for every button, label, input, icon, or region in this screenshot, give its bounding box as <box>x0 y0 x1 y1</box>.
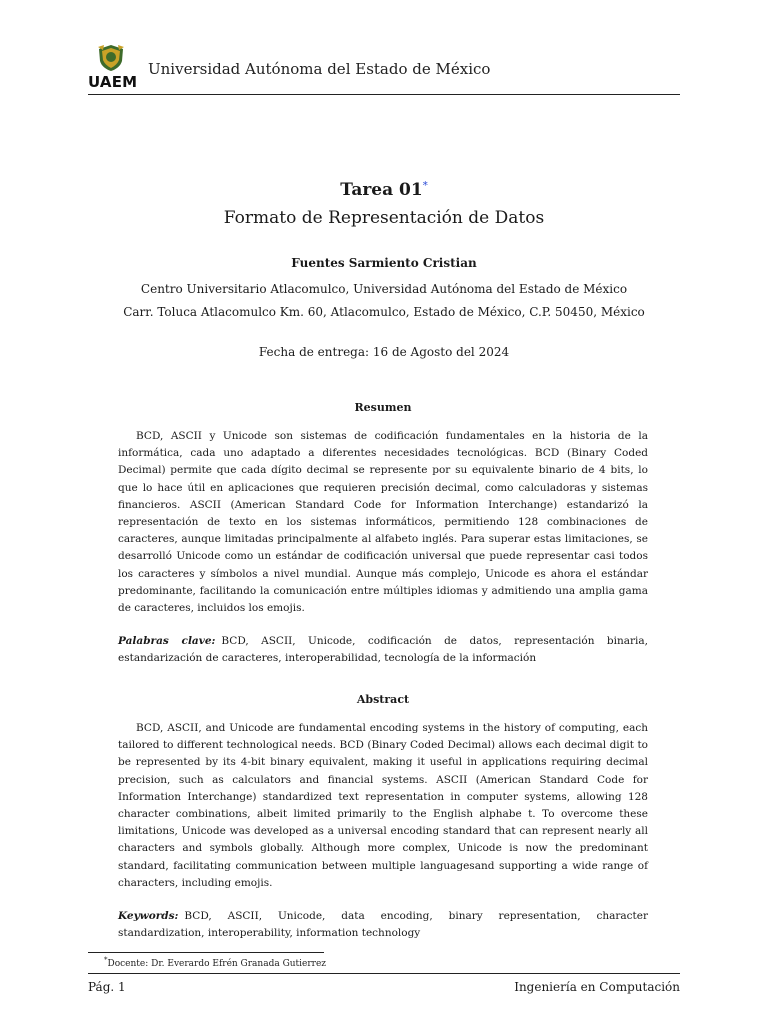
footnote-divider <box>88 952 324 953</box>
uaem-logo <box>88 44 138 91</box>
title-text: Tarea 01 <box>340 180 423 200</box>
logo-text: UAEM <box>88 73 138 91</box>
abstract-section <box>118 693 648 942</box>
page-number: Pág. 1 <box>88 980 126 994</box>
abstract-keywords <box>118 908 648 942</box>
abstract-text: BCD, ASCII, and Unicode are fundamental encoding systems in the history of computing, each tailored to different technological needs. BCD (Binary Coded Decimal) allows each decimal digit to be represented by its 4-bit binary equivalent, making it useful in applications requiring decimal precision, such as calculators and financial systems. ASCII (American Standard Code for Information Interchange) standardized text representation in computer systems, allowing 128 character combinations, albeit limited primarily to the English alphabe t. To overcome these limitations, Unicode was developed as a universal encoding standard that can represent nearly all characters and symbols globally. Although more complex, Unicode is now the predominant standard, facilitating communication between multiple languagesand supporting a wide range of characters, including emojis. <box>118 722 648 889</box>
keywords-text: BCD, ASCII, Unicode, data encoding, binary representation, character standardization, interoperability, information technology <box>118 910 648 940</box>
header-title: Universidad Autónoma del Estado de México <box>148 60 491 78</box>
resumen-keywords <box>118 633 648 667</box>
page-footer <box>88 973 680 994</box>
title-footnote-mark[interactable]: * <box>422 180 428 192</box>
footnote <box>104 956 326 969</box>
keywords-text: BCD, ASCII, Unicode, codificación de datos, representación binaria, estandarización de caracteres, interoperabilidad, tecnología de la información <box>118 635 648 665</box>
abstract-heading: Abstract <box>356 693 410 706</box>
author-address: Carr. Toluca Atlacomulco Km. 60, Atlacomulco, Estado de México, C.P. 50450, México <box>123 305 645 319</box>
resumen-section <box>118 401 648 668</box>
author-affiliation: Centro Universitario Atlacomulco, Universidad Autónoma del Estado de México <box>140 282 628 296</box>
page-header <box>88 44 680 95</box>
university-seal-icon <box>96 44 126 72</box>
program-name: Ingeniería en Computación <box>514 980 680 994</box>
title-block <box>88 180 680 359</box>
delivery-date: Fecha de entrega: 16 de Agosto del 2024 <box>258 345 510 359</box>
document-subtitle: Formato de Representación de Datos <box>223 208 545 228</box>
author-name: Fuentes Sarmiento Cristian <box>291 256 477 270</box>
resumen-heading: Resumen <box>354 401 412 414</box>
footnote-mark: * <box>104 956 108 964</box>
resumen-text: BCD, ASCII y Unicode son sistemas de codificación fundamentales en la historia de la informática, cada uno adaptado a diferentes necesidades tecnológicas. BCD (Binary Coded Decimal) permite que cada dígito decimal se represente por su equivalente binario de 4 bits, lo que lo hace útil en aplicaciones que requieren precisión decimal, como calculadoras y sistemas financieros. ASCII (American Standard Code for Information Interchange) estandarizó la representación de texto en los sistemas informáticos, permitiendo 128 combinaciones de caracteres, aunque limitadas principalmente al alfabeto inglés. Para superar estas limitaciones, se desarrolló Unicode como un estándar de codificación universal que puede representar casi todos los caracteres y símbolos a nivel mundial. Aunque más complejo, Unicode es ahora el estándar predominante, facilitando la comunicación entre múltiples idiomas y admitiendo una amplia gama de caracteres, incluidos los emojis. <box>118 430 648 615</box>
keywords-label: Palabras clave: <box>118 635 216 648</box>
document-title <box>88 180 680 200</box>
footnote-text: Docente: Dr. Everardo Efrén Granada Gutierrez <box>107 959 327 969</box>
keywords-label: Keywords: <box>118 910 179 923</box>
